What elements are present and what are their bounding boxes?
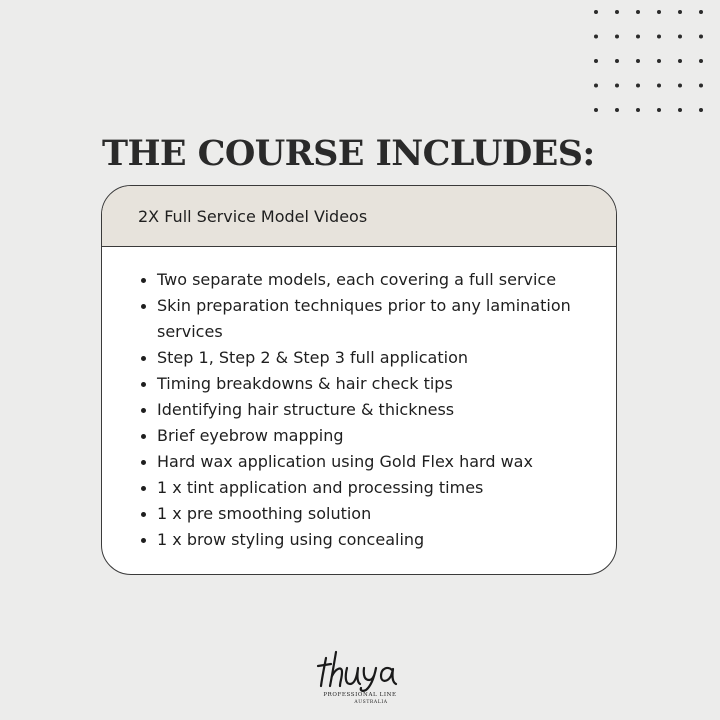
grid-dot [615, 59, 619, 63]
grid-dot [594, 59, 598, 63]
list-item: Skin preparation techniques prior to any lamination services [138, 293, 596, 345]
grid-dot [699, 108, 703, 112]
list-item: 1 x tint application and processing times [138, 475, 596, 501]
card-header-title: 2X Full Service Model Videos [138, 206, 368, 226]
logo-tagline: PROFESSIONAL LINE [323, 692, 397, 698]
grid-dot [699, 35, 703, 39]
list-item: Step 1, Step 2 & Step 3 full application [138, 345, 596, 371]
grid-dot [594, 10, 598, 14]
grid-dot [615, 35, 619, 39]
grid-dot [636, 10, 640, 14]
grid-dot [699, 84, 703, 88]
course-items-list [102, 247, 616, 553]
brand-logo [300, 648, 420, 712]
grid-dot [678, 35, 682, 39]
grid-dot [678, 59, 682, 63]
grid-dot [594, 108, 598, 112]
grid-dot [615, 10, 619, 14]
grid-dot [615, 84, 619, 88]
grid-dot [594, 35, 598, 39]
list-item: 1 x pre smoothing solution [138, 501, 596, 527]
list-item: Hard wax application using Gold Flex hard wax [138, 449, 596, 475]
list-item: 1 x brow styling using concealing [138, 527, 596, 553]
grid-dot [678, 10, 682, 14]
logo-country: AUSTRALIA [354, 700, 388, 705]
page-heading: THE COURSE INCLUDES: [102, 133, 595, 174]
grid-dot [657, 84, 661, 88]
grid-dot [615, 108, 619, 112]
card-header [102, 186, 616, 247]
dot-grid-decoration [590, 8, 720, 120]
grid-dot [594, 84, 598, 88]
grid-dot [678, 84, 682, 88]
grid-dot [657, 59, 661, 63]
grid-dot [636, 59, 640, 63]
grid-dot [657, 108, 661, 112]
list-item: Timing breakdowns & hair check tips [138, 371, 596, 397]
course-card [101, 185, 617, 575]
grid-dot [636, 35, 640, 39]
grid-dot [636, 84, 640, 88]
list-item: Two separate models, each covering a full service [138, 267, 596, 293]
list-item: Identifying hair structure & thickness [138, 397, 596, 423]
list-item: Brief eyebrow mapping [138, 423, 596, 449]
grid-dot [699, 59, 703, 63]
thuya-wordmark-icon [300, 648, 420, 692]
grid-dot [657, 10, 661, 14]
grid-dot [699, 10, 703, 14]
grid-dot [678, 108, 682, 112]
dot-grid-icon [590, 8, 720, 120]
grid-dot [657, 35, 661, 39]
grid-dot [636, 108, 640, 112]
